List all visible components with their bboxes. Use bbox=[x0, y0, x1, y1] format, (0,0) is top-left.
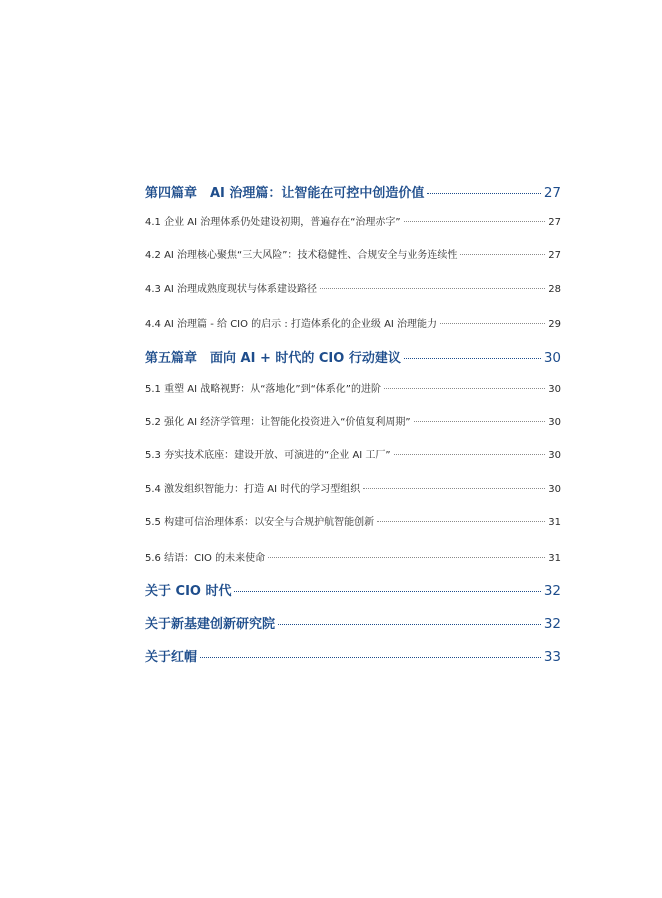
dot-leader bbox=[363, 488, 545, 489]
toc-page-number: 30 bbox=[543, 350, 561, 366]
toc-page-number: 30 bbox=[548, 417, 561, 428]
toc-entry-title: 5.3 夯实技术底座：建设开放、可演进的“企业 AI 工厂” bbox=[145, 450, 391, 461]
toc-about-institute[interactable] bbox=[145, 613, 561, 631]
toc-entry-title: 5.4 激发组织智能力：打造 AI 时代的学习型组织 bbox=[145, 484, 361, 495]
toc-section-4-3[interactable] bbox=[145, 280, 561, 298]
toc-entry-title: 4.4 AI 治理篇 - 给 CIO 的启示 : 打造体系化的企业级 AI 治理能力 bbox=[145, 319, 438, 330]
toc-entry-title: 第四篇章 AI 治理篇：让智能在可控中创造价值 bbox=[145, 186, 425, 201]
toc-page-number: 32 bbox=[543, 583, 561, 599]
toc-entry-title: 4.3 AI 治理成熟度现状与体系建设路径 bbox=[145, 284, 318, 295]
dot-leader bbox=[440, 323, 545, 324]
dot-leader bbox=[394, 454, 546, 455]
toc-section-5-2[interactable] bbox=[145, 413, 561, 431]
toc-entry-title: 第五篇章 面向 AI + 时代的 CIO 行动建议 bbox=[145, 351, 401, 366]
toc-entry-title: 4.2 AI 治理核心聚焦“三大风险”：技术稳健性、合规安全与业务连续性 bbox=[145, 250, 458, 261]
dot-leader bbox=[268, 557, 545, 558]
toc-chapter-4[interactable] bbox=[145, 182, 561, 200]
toc-about-cio-era[interactable] bbox=[145, 580, 561, 598]
dot-leader bbox=[427, 193, 540, 194]
dot-leader bbox=[460, 254, 545, 255]
toc-section-5-5[interactable] bbox=[145, 513, 561, 531]
toc-section-5-1[interactable] bbox=[145, 380, 561, 398]
toc-page-number: 28 bbox=[548, 284, 561, 295]
toc-entry-title: 关于 CIO 时代 bbox=[145, 584, 232, 599]
toc-page-number: 30 bbox=[548, 384, 561, 395]
toc-section-4-4[interactable] bbox=[145, 315, 561, 333]
toc-page-number: 27 bbox=[543, 185, 561, 201]
toc-page-number: 27 bbox=[548, 250, 561, 261]
dot-leader bbox=[278, 624, 541, 625]
toc-page-number: 31 bbox=[548, 553, 561, 564]
toc-page-number: 30 bbox=[548, 484, 561, 495]
toc-entry-title: 5.6 结语：CIO 的未来使命 bbox=[145, 553, 266, 564]
toc-page-number: 33 bbox=[543, 649, 561, 665]
toc-entry-title: 5.2 强化 AI 经济学管理：让智能化投资进入“价值复利周期” bbox=[145, 417, 411, 428]
toc-section-5-4[interactable] bbox=[145, 480, 561, 498]
toc-entry-title: 关于新基建创新研究院 bbox=[145, 617, 276, 632]
dot-leader bbox=[414, 421, 546, 422]
dot-leader bbox=[234, 591, 540, 592]
dot-leader bbox=[320, 288, 545, 289]
toc-page-number: 27 bbox=[548, 217, 561, 228]
dot-leader bbox=[384, 388, 545, 389]
toc-entry-title: 5.1 重塑 AI 战略视野：从“落地化”到“体系化”的进阶 bbox=[145, 384, 381, 395]
toc-chapter-5[interactable] bbox=[145, 347, 561, 365]
toc-page-number: 30 bbox=[548, 450, 561, 461]
toc-section-4-2[interactable] bbox=[145, 246, 561, 264]
toc-entry-title: 5.5 构建可信治理体系：以安全与合规护航智能创新 bbox=[145, 517, 375, 528]
dot-leader bbox=[404, 221, 546, 222]
toc-section-5-3[interactable] bbox=[145, 446, 561, 464]
toc-entry-title: 4.1 企业 AI 治理体系仍处建设初期，普遍存在“治理赤字” bbox=[145, 217, 401, 228]
toc-section-4-1[interactable] bbox=[145, 213, 561, 231]
toc-about-red-hat[interactable] bbox=[145, 646, 561, 664]
toc-page-number: 31 bbox=[548, 517, 561, 528]
dot-leader bbox=[377, 521, 545, 522]
toc-entry-title: 关于红帽 bbox=[145, 650, 198, 665]
toc-section-5-6[interactable] bbox=[145, 549, 561, 567]
dot-leader bbox=[200, 657, 541, 658]
toc-page-number: 29 bbox=[548, 319, 561, 330]
toc-page-number: 32 bbox=[543, 616, 561, 632]
dot-leader bbox=[404, 358, 541, 359]
